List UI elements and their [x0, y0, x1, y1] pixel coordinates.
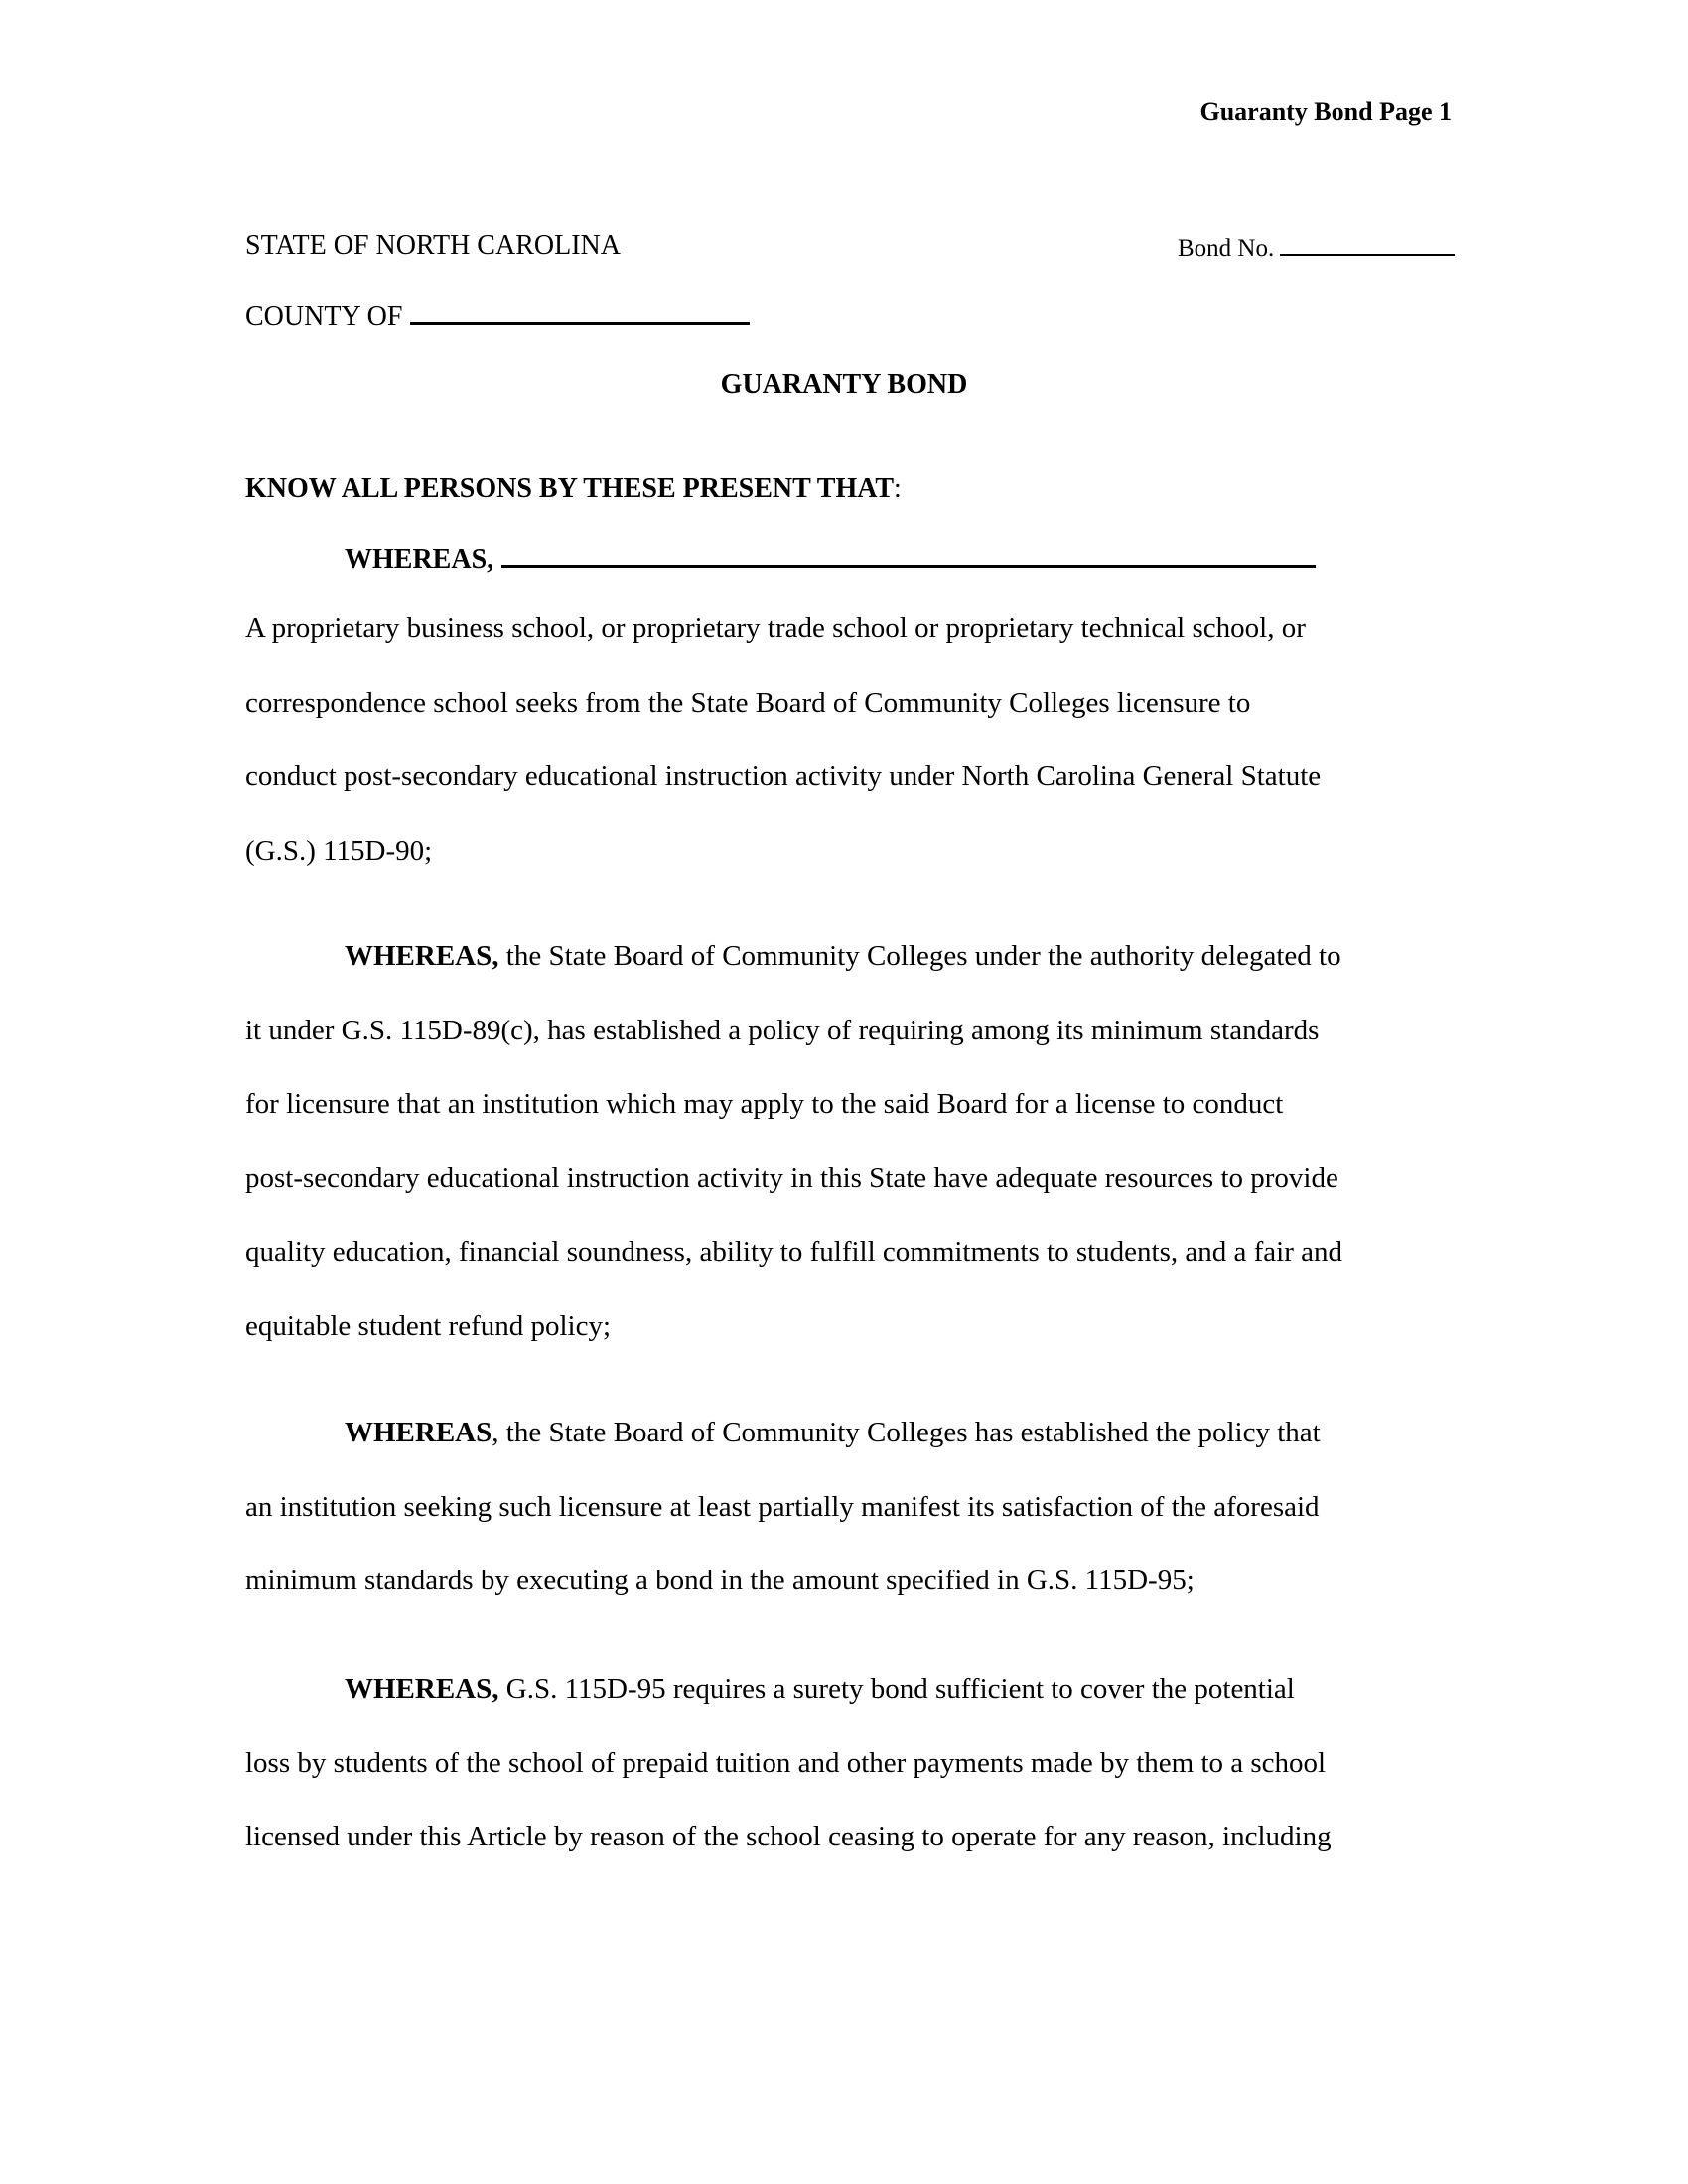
paragraph-line: equitable student refund policy; [245, 1309, 612, 1342]
whereas-lead: WHEREAS, [345, 1673, 499, 1705]
bond-number-blank[interactable] [1280, 234, 1455, 256]
state-caption: STATE OF NORTH CAROLINA [245, 230, 621, 261]
paragraph-line: loss by students of the school of prepaid tuition and other payments made by them to a school [245, 1746, 1327, 1779]
bond-number-field [1178, 234, 1455, 263]
paragraph-line: for licensure that an institution which may apply to the said Board for a license to conduct [245, 1088, 1284, 1120]
paragraph-first-text: the State Board of Community Colleges under the authority delegated to [498, 940, 1341, 972]
paragraph-first-text: G.S. 115D-95 requires a surety bond sufficient to cover the potential [498, 1673, 1295, 1705]
paragraph-first-line [245, 919, 1477, 994]
paragraph-line: post-secondary educational instruction activity in this State have adequate resources to provide [245, 1161, 1338, 1194]
paragraph-line: an institution seeking such licensure at least partially manifest its satisfaction of the aforesaid [245, 1490, 1320, 1523]
paragraph-line: licensed under this Article by reason of the school ceasing to operate for any reason, including [245, 1821, 1332, 1852]
know-all-colon: : [894, 474, 902, 504]
page-header: Guaranty Bond Page 1 [1199, 97, 1452, 126]
county-label: COUNTY OF [245, 301, 403, 332]
whereas-lead: WHEREAS [345, 1417, 492, 1448]
preamble-heading [245, 474, 902, 505]
county-blank[interactable] [410, 300, 750, 325]
paragraph-line: correspondence school seeks from the State Board of Community Colleges licensure to [245, 686, 1251, 719]
whereas-party-field [345, 543, 1316, 576]
paragraph-line: A proprietary business school, or proprietary trade school or proprietary technical school, or [245, 613, 1306, 644]
paragraph-first-line [245, 1396, 1477, 1470]
whereas-party-blank[interactable] [501, 543, 1316, 568]
paragraph-line: minimum standards by executing a bond in the amount specified in G.S. 115D-95; [245, 1565, 1195, 1596]
paragraph-line: conduct post-secondary educational instruction activity under North Carolina General Statute [245, 760, 1322, 792]
paragraph-4 [245, 1652, 1477, 1874]
whereas-party-label: WHEREAS, [345, 544, 494, 575]
bond-number-label: Bond No. [1178, 235, 1275, 262]
paragraph-line: (G.S.) 115D-90; [245, 834, 433, 867]
paragraph-line: it under G.S. 115D-89(c), has established a policy of requiring among its minimum standards [245, 1014, 1320, 1046]
paragraph-2 [245, 919, 1477, 1363]
paragraph-first-text: , the State Board of Community Colleges has established the policy that [492, 1417, 1321, 1448]
paragraph-3 [245, 1396, 1477, 1618]
know-all-text: KNOW ALL PERSONS BY THESE PRESENT THAT [245, 474, 895, 504]
whereas-lead: WHEREAS, [345, 940, 499, 972]
document-title: GUARANTY BOND [720, 369, 968, 400]
paragraph-1 [245, 592, 1477, 887]
county-field [245, 300, 750, 333]
paragraph-line: quality education, financial soundness, ability to fulfill commitments to students, and a fair and [245, 1236, 1342, 1268]
paragraph-first-line [245, 1652, 1477, 1726]
